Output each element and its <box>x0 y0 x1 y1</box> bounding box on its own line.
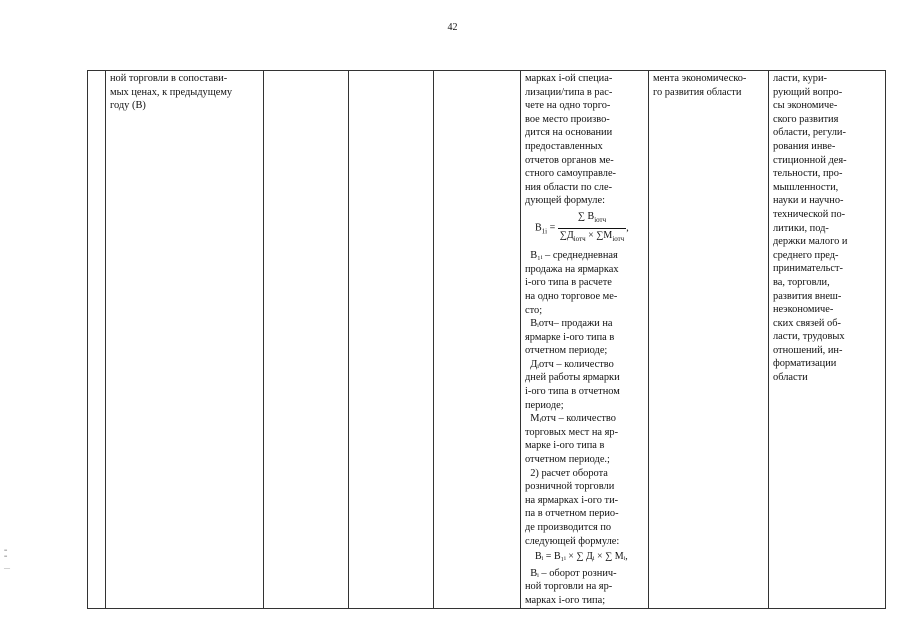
cell-empty-3 <box>264 71 349 609</box>
cell-responsible-body <box>649 71 769 609</box>
cell-number <box>88 71 106 609</box>
responsible-official-text: ласти, кури- рующий вопро- сы экономиче- ского развития области, регули- рования инве- стиционной дея- тельности, про- мышленности, науки и научно- технической по- литики, под- держки малого и среднего пред- принимательст- ва, торговли, развития внеш- неэкономиче- ских связей об- ласти, трудовых отношений, ин- форматизации области <box>773 73 848 384</box>
method-text-part3: Вᵢ – оборот рознич- ной торговли на яр- марках i-ого типа; <box>525 567 617 606</box>
margin-marks: ≡ ≡ — <box>4 548 10 572</box>
formula-1: $В_{1i}$ = $\frac{\sum В_{iотч}}{\sum Д_{iотч} \times \sum М_{iотч}}$ , <box>535 210 629 243</box>
method-text-part2: В₁ᵢ – среднедневная продажа на ярмарках i-ого типа в расчете на одно торговое ме- сто; Вᵢотч– продажи на ярмарке i-ого типа в отчетном периоде; Дᵢотч – количество дней работы ярмарки i-ого типа в отчетном периоде; Мᵢотч – количество торговых мест на яр- марке i-ого типа в отчетном периоде.; 2) расчет оборота розничной торговли на ярмарках i-ого ти- па в отчетном перио- де производится по следующей формуле: <box>525 250 620 547</box>
formula-2: Вᵢ = В₁ᵢ × ∑ Дᵢ × ∑ Мᵢ, <box>535 551 628 563</box>
document-table <box>87 70 886 609</box>
cell-calculation-method <box>521 71 649 609</box>
method-text-part1: марках i-ой специа- лизации/типа в рас- чете на одно торго- вое место произво- дится на основании предоставленных отчетов органов ме- стного самоуправле- ния области по сле- дующей формуле: <box>525 73 617 207</box>
cell-empty-4 <box>349 71 434 609</box>
cell-empty-5 <box>434 71 521 609</box>
cell-indicator-name <box>106 71 264 609</box>
indicator-name-text: ной торговли в сопостави- мых ценах, к предыдущему году (В) <box>110 73 233 112</box>
table-row <box>88 71 886 609</box>
page-number: 42 <box>447 22 458 33</box>
cell-responsible-official <box>769 71 886 609</box>
responsible-body-text: мента экономическо- го развития области <box>653 73 747 98</box>
